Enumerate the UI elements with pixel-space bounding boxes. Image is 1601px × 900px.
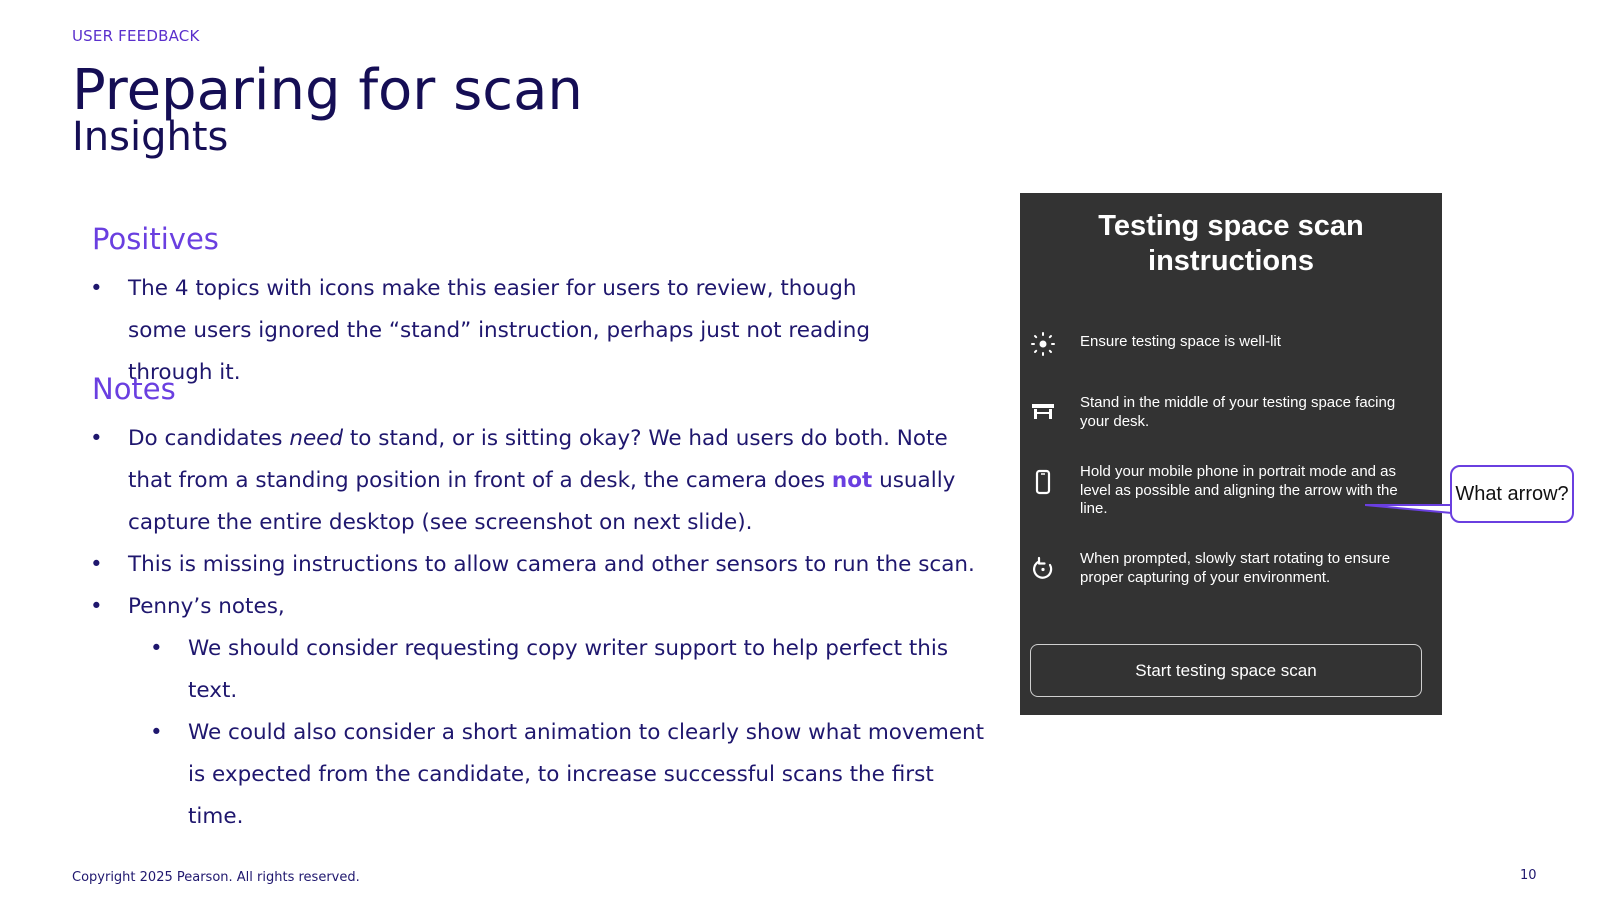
- positives-list: [90, 268, 890, 394]
- positives-heading: Positives: [92, 222, 219, 256]
- rotate-icon: [1030, 556, 1056, 582]
- notes-item-highlight: not: [831, 468, 873, 493]
- callout-tail: [1365, 495, 1455, 525]
- sun-icon: [1030, 331, 1056, 357]
- page-subtitle: Insights: [72, 114, 229, 160]
- mobile-phone-icon: [1030, 469, 1056, 495]
- step-text: Hold your mobile phone in portrait mode and as level as possible and aligning the arrow with the line.: [1080, 463, 1398, 517]
- step-text: When prompted, slowly start rotating to ensure proper capturing of your environment.: [1080, 550, 1391, 586]
- notes-item-emphasis: need: [289, 426, 344, 451]
- step-text: Ensure testing space is well-lit: [1080, 333, 1281, 350]
- copyright: Copyright 2025 Pearson. All rights reserved.: [72, 870, 360, 885]
- page-number: 10: [1520, 868, 1537, 883]
- notes-item-text: Do candidates: [128, 426, 290, 451]
- step-text: Stand in the middle of your testing space facing your desk.: [1080, 394, 1396, 430]
- notes-item-sensors: • This is missing instructions to allow camera and other sensors to run the scan.: [90, 544, 990, 586]
- phone-title-line: Testing space scan: [1098, 210, 1364, 242]
- penny-sub-item: • We could also consider a short animation to clearly show what movement is expected from the candidate, to increase successful scans the first time.: [150, 712, 990, 838]
- phone-screenshot: [1020, 193, 1442, 715]
- phone-title-line: instructions: [1148, 245, 1314, 277]
- start-scan-button[interactable]: Start testing space scan: [1030, 644, 1422, 697]
- notes-item-standing: [90, 418, 990, 544]
- phone-title: [1020, 209, 1442, 279]
- notes-list: [90, 418, 990, 838]
- notes-item-penny: [90, 586, 990, 838]
- notes-item-text: usually capture the entire desktop (see screenshot on next slide).: [128, 468, 956, 535]
- what-arrow-callout: What arrow?: [1450, 465, 1574, 523]
- eyebrow-label: USER FEEDBACK: [72, 27, 200, 45]
- penny-sublist: [128, 628, 990, 838]
- desk-icon: [1030, 398, 1056, 424]
- notes-item-text: to stand, or is sitting okay? We had users do both. Note that from a standing position in front of a desk, the camera does: [128, 426, 948, 493]
- notes-heading: Notes: [92, 372, 176, 406]
- page-title: Preparing for scan: [72, 58, 583, 123]
- positives-item: • The 4 topics with icons make this easier for users to review, though some users ignored the “stand” instruction, perhaps just not reading through it.: [90, 268, 890, 394]
- notes-item-text: Penny’s notes,: [128, 594, 285, 619]
- penny-sub-item: • We should consider requesting copy writer support to help perfect this text.: [150, 628, 990, 712]
